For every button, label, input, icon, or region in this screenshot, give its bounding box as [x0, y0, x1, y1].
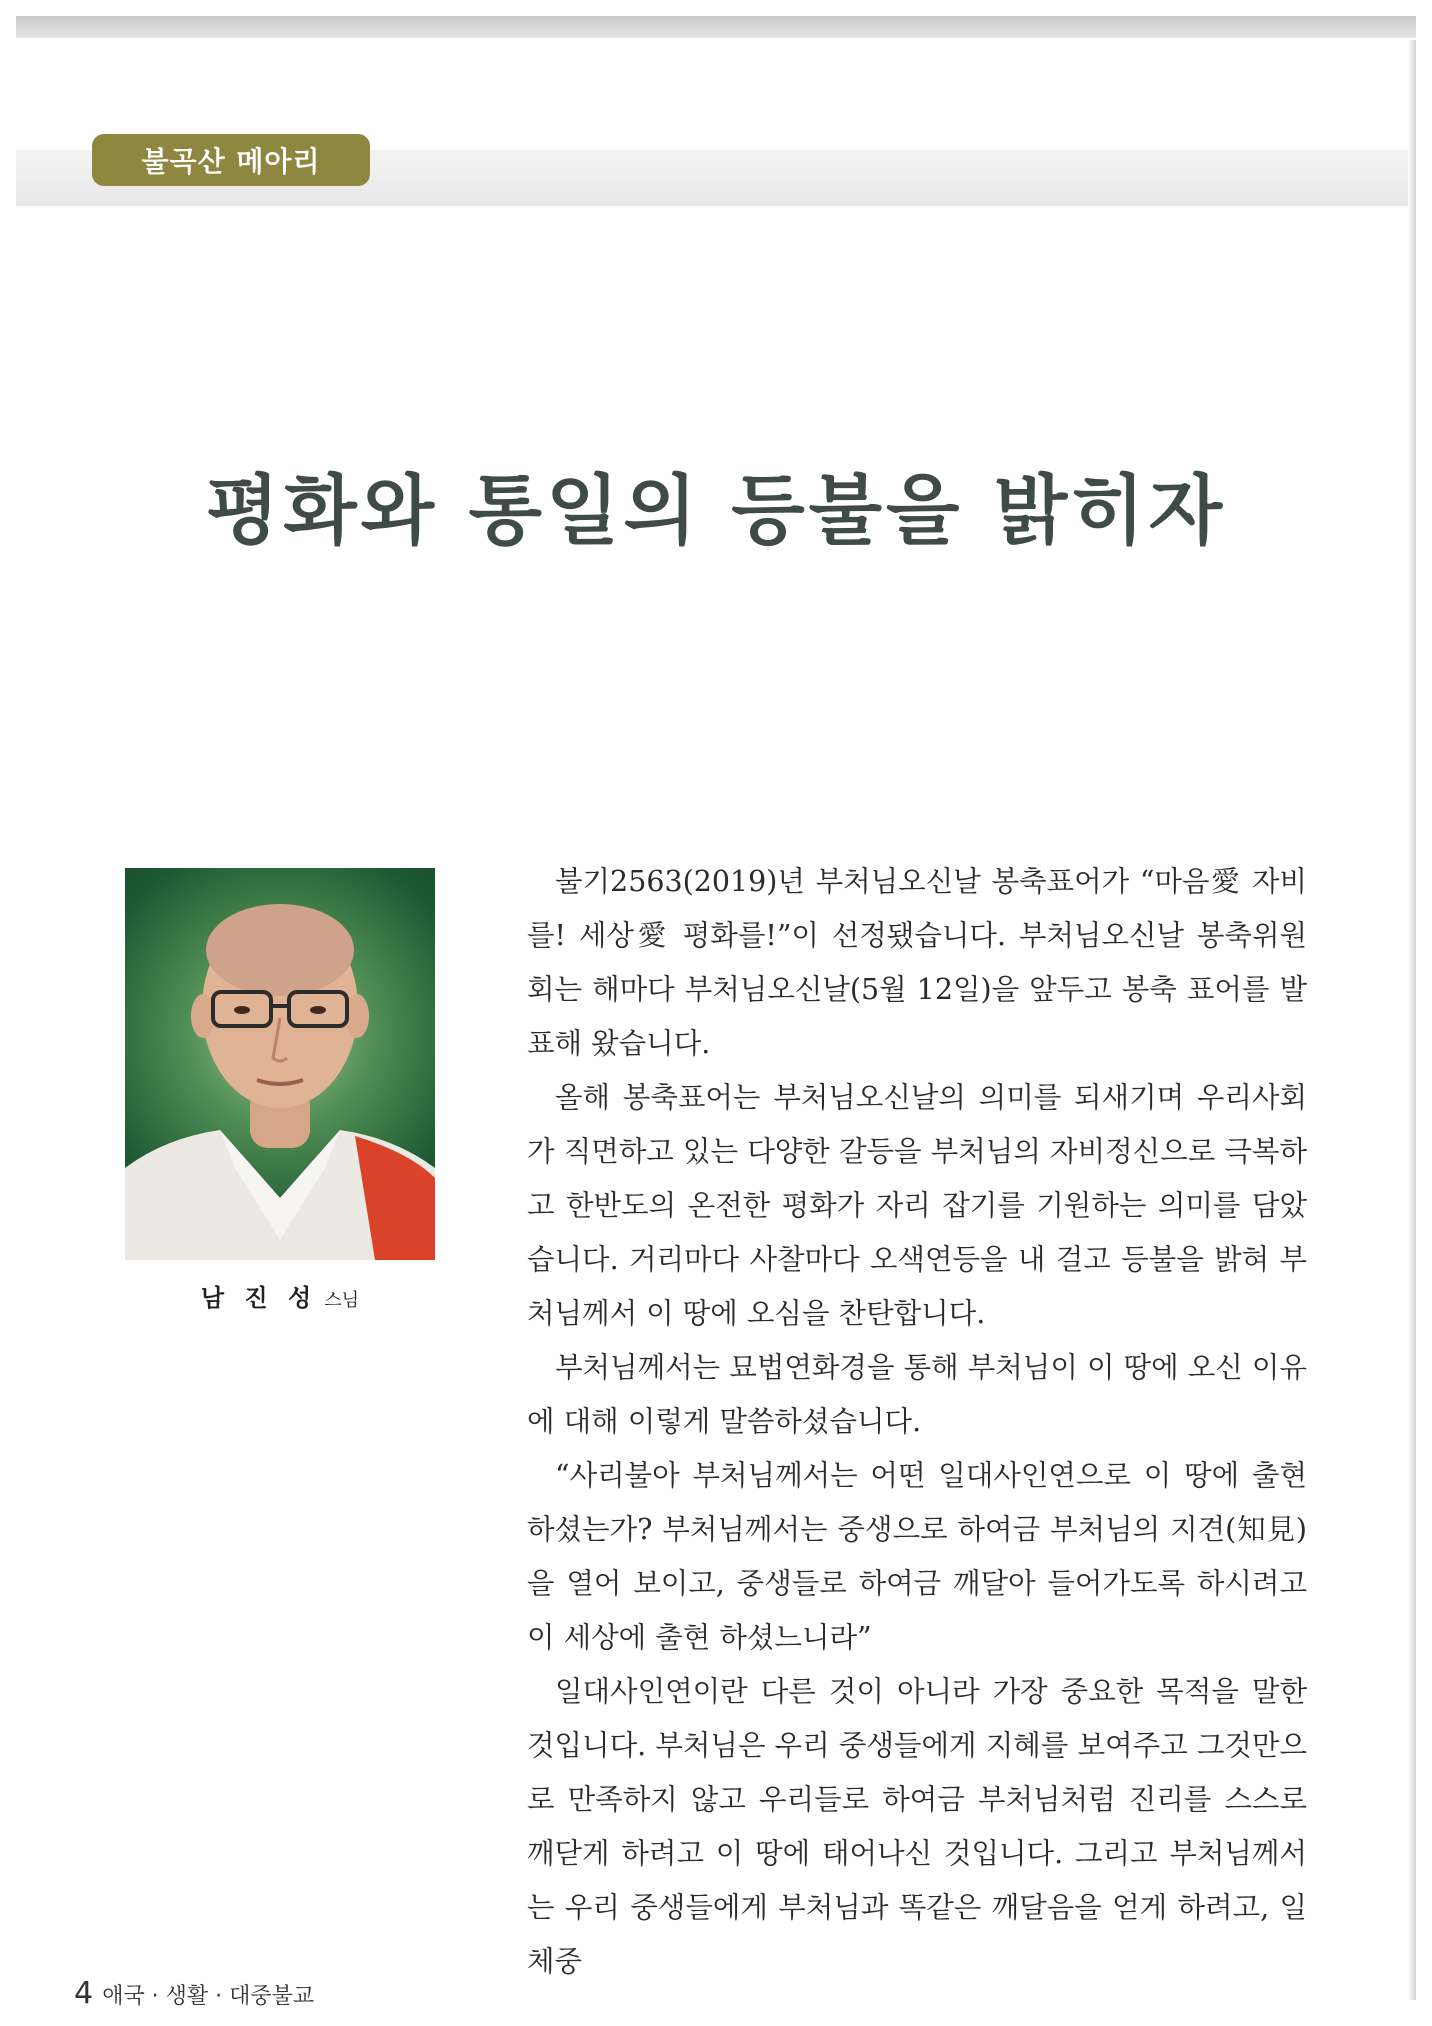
author-photo [125, 868, 435, 1260]
author-caption [125, 1278, 435, 1313]
paragraph: 일대사인연이란 다른 것이 아니라 가장 중요한 목적을 말한 것입니다. 부처님은 우리 중생들에게 지혜를 보여주고 그것만으로 만족하지 않고 우리들로 하여금 부처님처럼 진리를 스스로 깨닫게 하려고 이 땅에 태어나신 것입니다. 그리고 부처님께서는 우리 중생들에게 부처님과 똑같은 깨달음을 얻게 하려고, 일체중 [527, 1675, 1307, 1978]
article-body [527, 855, 1307, 1989]
page-number: 4 [74, 1976, 94, 2011]
paragraph: “사리불아 부처님께서는 어떤 일대사인연으로 이 땅에 출현하셨는가? 부처님께서는 중생으로 하여금 부처님의 지견(知見)을 열어 보이고, 중생들로 하여금 깨달아 들어가도록 하시려고 이 세상에 출현 하셨느니라” [527, 1459, 1307, 1654]
page-edge-shadow [1408, 40, 1416, 2000]
page-footer [74, 1976, 314, 2011]
top-scan-band [16, 16, 1416, 38]
paragraph: 불기2563(2019)년 부처님오신날 봉축표어가 “마음愛 자비를! 세상愛 평화를!”이 선정됐습니다. 부처님오신날 봉축위원회는 해마다 부처님오신날(5월 12일)을 앞두고 봉축 표어를 발표해 왔습니다. [527, 865, 1307, 1060]
author-name: 남 진 성 [200, 1284, 318, 1312]
monk-portrait-icon [125, 868, 435, 1260]
article-title: 평화와 통일의 등불을 밝히자 [205, 466, 1227, 555]
section-tag: 불곡산 메아리 [92, 134, 370, 186]
magazine-name: 애국 · 생활 · 대중불교 [102, 1984, 315, 2009]
paragraph: 부처님께서는 묘법연화경을 통해 부처님이 이 땅에 오신 이유에 대해 이렇게 말씀하셨습니다. [527, 1351, 1307, 1438]
author-honorific: 스님 [324, 1290, 360, 1311]
paragraph: 올해 봉축표어는 부처님오신날의 의미를 되새기며 우리사회가 직면하고 있는 다양한 갈등을 부처님의 자비정신으로 극복하고 한반도의 온전한 평화가 자리 잡기를 기원하는 의미를 담았습니다. 거리마다 사찰마다 오색연등을 내 걸고 등불을 밝혀 부처님께서 이 땅에 오심을 찬탄합니다. [527, 1081, 1307, 1330]
